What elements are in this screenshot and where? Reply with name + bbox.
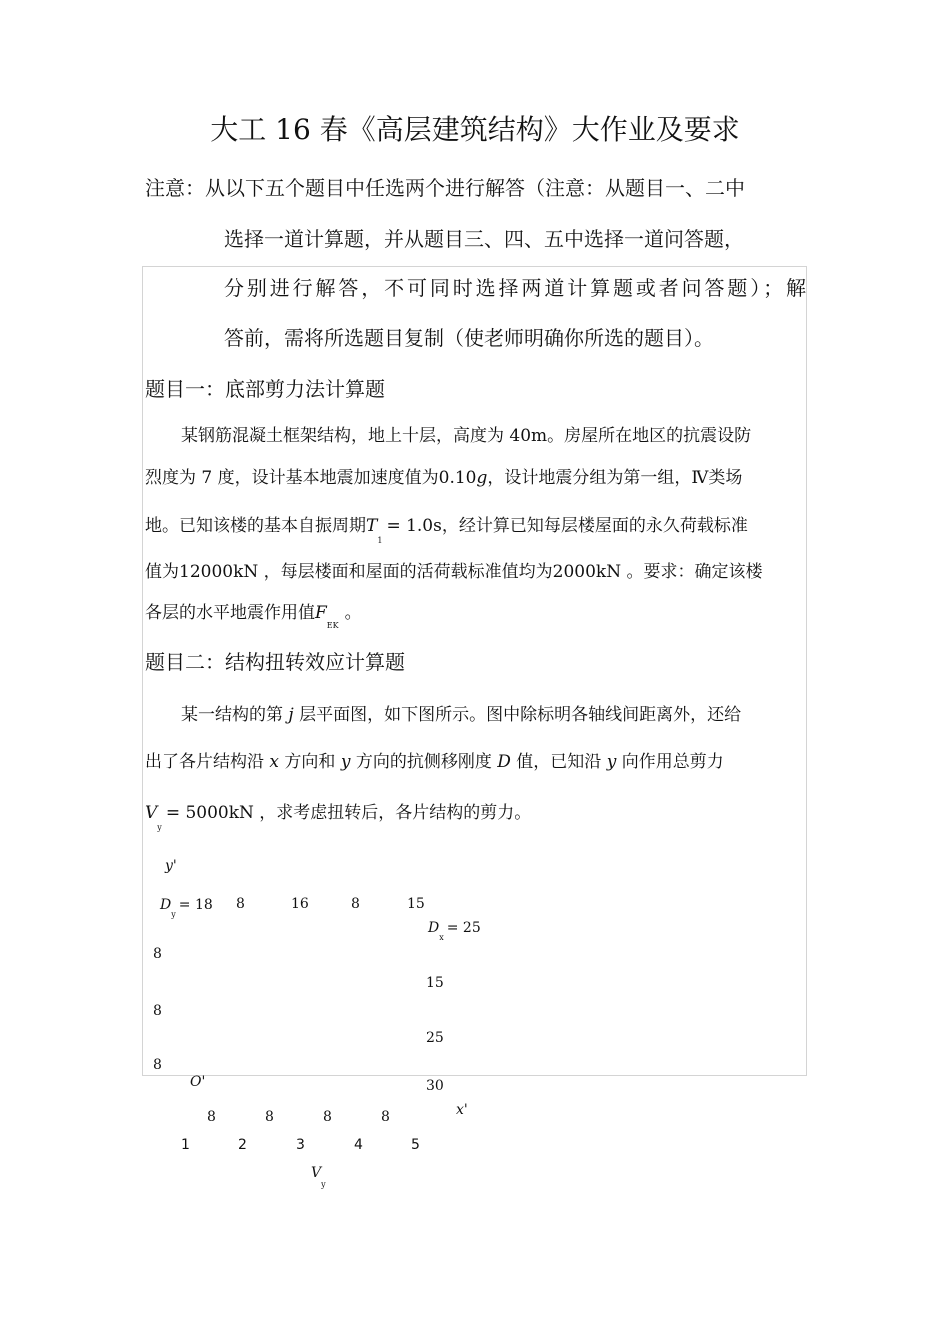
fig-force-symbol: V — [311, 1165, 322, 1181]
q2-x-symbol: x — [269, 752, 279, 772]
fig-dx-right-2: 25 — [426, 1030, 444, 1046]
q1-line-3-text-a: 地。已知该楼的基本自振周期 — [145, 516, 366, 536]
q2-line-2-text-c: 方向的抗侧移刚度 — [355, 752, 492, 772]
fig-bottom-spacing-2: 8 — [265, 1109, 274, 1125]
fig-left-spacing-3: 8 — [153, 1057, 162, 1073]
q2-y-symbol-2: y — [606, 752, 617, 772]
notice-line-3: 分别进行解答，不可同时选择两道计算题或者问答题）；解 — [224, 276, 806, 300]
fig-left-spacing-1: 8 — [153, 946, 162, 962]
fig-origin-label: O' — [190, 1074, 206, 1090]
q2-line-2-text-d: 值，已知沿 — [516, 752, 602, 772]
q1-line-1: 某钢筋混凝土框架结构，地上十层，高度为 40m。房屋所在地区的抗震设防 — [181, 426, 752, 446]
q2-line-2 — [145, 747, 724, 772]
fig-force-label — [311, 1165, 326, 1189]
fig-left-spacing-2: 8 — [153, 1003, 162, 1019]
q1-period-value: = 1.0s — [386, 516, 442, 536]
q1-acceleration-value: 0.10 — [438, 468, 477, 488]
fig-axis-number-5: 5 — [411, 1137, 420, 1153]
notice-line-1: 注意：从以下五个题目中任选两个进行解答（注意：从题目一、二中 — [145, 176, 745, 200]
q1-line-3 — [145, 511, 748, 545]
fig-y-axis-label: y' — [165, 858, 177, 874]
notice-line-4: 答前，需将所选题目复制（使老师明确你所选的题目）。 — [224, 326, 714, 350]
q1-line-5 — [145, 598, 362, 630]
fig-force-subscript: y — [321, 1180, 326, 1189]
q1-line-4: 值为12000kN ，每层楼面和屋面的活荷载标准值均为2000kN 。要求：确定该楼 — [145, 562, 763, 582]
fig-dy-label — [160, 897, 213, 919]
q2-D-symbol: D — [497, 752, 511, 772]
q2-line-1 — [181, 700, 741, 725]
q2-heading: 题目二：结构扭转效应计算题 — [145, 650, 405, 674]
q1-force-symbol: F — [315, 603, 327, 623]
q2-shear-symbol: V — [145, 803, 158, 823]
q2-line-1-text-a: 某一结构的第 — [181, 705, 283, 725]
fig-x-axis-label: x' — [456, 1102, 468, 1118]
q1-line-5-period: 。 — [344, 603, 362, 623]
document-title: 大工 16 春《高层建筑结构》大作业及要求 — [210, 113, 740, 146]
q1-g-symbol: g — [476, 468, 488, 488]
fig-dy-top-1: 8 — [236, 896, 245, 912]
q1-line-2-text-a: 烈度为 7 度，设计基本地震加速度值为 — [145, 468, 439, 488]
fig-bottom-spacing-4: 8 — [381, 1109, 390, 1125]
fig-dx-label — [428, 920, 481, 942]
fig-dx-symbol: D — [428, 920, 440, 936]
fig-axis-number-4: 4 — [354, 1137, 363, 1153]
q2-line-1-text-b: 层平面图，如下图所示。图中除标明各轴线间距离外，还给 — [299, 705, 742, 725]
notice-line-2: 选择一道计算题，并从题目三、四、五中选择一道问答题， — [224, 227, 744, 251]
q2-y-symbol: y — [340, 752, 351, 772]
q1-period-symbol: T — [366, 516, 378, 536]
q1-line-3-text-c: ，经计算已知每层楼屋面的永久荷载标准 — [441, 516, 748, 536]
fig-bottom-spacing-1: 8 — [207, 1109, 216, 1125]
q2-line-2-text-e: 向作用总剪力 — [621, 752, 724, 772]
fig-bottom-spacing-3: 8 — [323, 1109, 332, 1125]
fig-dx-subscript: x — [439, 933, 444, 942]
q2-line-2-text-b: 方向和 — [284, 752, 336, 772]
q2-j-symbol: j — [288, 705, 294, 725]
q1-line-2-text-c: ，设计地震分组为第一组，Ⅳ类场 — [487, 468, 743, 488]
fig-axis-number-1: 1 — [181, 1137, 190, 1153]
fig-dx-value: = 25 — [446, 920, 481, 936]
fig-dy-value: = 18 — [178, 897, 213, 913]
q1-period-subscript: 1 — [377, 536, 383, 545]
q2-line-3 — [145, 798, 532, 832]
q1-line-2 — [145, 463, 742, 488]
q1-heading: 题目一：底部剪力法计算题 — [145, 377, 385, 401]
q1-line-5-text-a: 各层的水平地震作用值 — [145, 603, 315, 623]
fig-dy-subscript: y — [171, 910, 176, 919]
fig-dy-symbol: D — [160, 897, 172, 913]
fig-dy-top-3: 8 — [351, 896, 360, 912]
fig-dy-top-4: 15 — [407, 896, 425, 912]
fig-dx-right-1: 15 — [426, 975, 444, 991]
q2-line-2-text-a: 出了各片结构沿 — [145, 752, 264, 772]
fig-dy-top-2: 16 — [291, 896, 309, 912]
fig-axis-number-3: 3 — [296, 1137, 305, 1153]
q1-force-subscript: EK — [326, 621, 339, 630]
q2-line-3-text: = 5000kN ，求考虑扭转后，各片结构的剪力。 — [165, 803, 532, 823]
q2-shear-subscript: y — [157, 823, 162, 832]
fig-dx-right-3: 30 — [426, 1078, 444, 1094]
fig-axis-number-2: 2 — [238, 1137, 247, 1153]
